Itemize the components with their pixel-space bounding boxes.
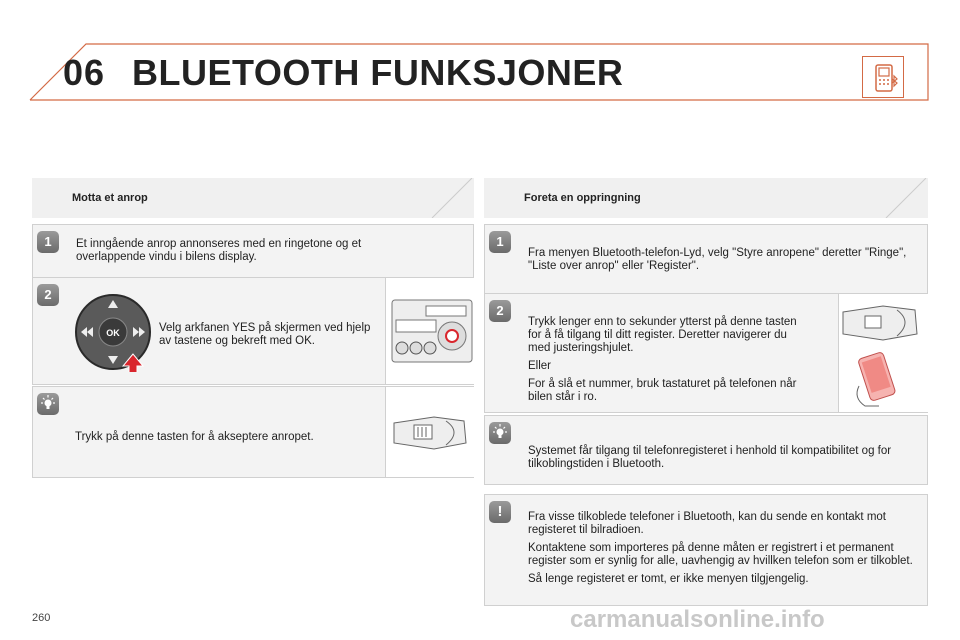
tip-lightbulb-icon [37,393,59,415]
warning-paragraph: Så lenge registeret er tomt, er ikke menyen tilgjengelig. [528,573,809,585]
section-heading: Foreta en oppringning [524,192,641,204]
left-step2-box [32,277,474,385]
chapter-title: BLUETOOTH FUNKSJONER [132,52,624,93]
warning-text [528,511,920,591]
step-number-badge: 1 [489,231,511,253]
section-header-make-call [484,178,928,218]
right-warning-box [484,494,928,606]
warning-icon: ! [489,501,511,523]
step-text [528,316,808,409]
right-step2-box [484,293,928,413]
step-text: Velg arkfanen YES på skjermen ved hjelp av tastene og bekreft med OK. [159,322,371,347]
step-paragraph: Trykk lenger enn to sekunder ytterst på denne tasten for å få tilgang til ditt register. Deretter navigerer du med justeringshjulet. [528,316,797,354]
step-number-badge: 2 [37,284,59,306]
ok-label: OK [106,328,120,338]
step-paragraph: For å slå et nummer, bruk tastaturet på telefonen når bilen står i ro. [528,378,797,403]
section-heading: Motta et anrop [72,192,148,204]
step-text: Et inngående anrop annonseres med en ringetone og et overlappende vindu i bilens display. [76,238,362,263]
radio-image [385,278,474,384]
tip-text: Trykk på denne tasten for å akseptere anropet. [75,431,314,443]
tip-text: Systemet får tilgang til telefonregisteret i henhold til kompatibilitet og for tilkoblingstiden i Bluetooth. [528,445,892,470]
stalk-and-phone-image [838,294,928,412]
left-tip-box [32,386,474,478]
tip-lightbulb-icon [489,422,511,444]
section-header-receive-call [32,178,474,218]
watermark: carmanualsonline.info [570,606,825,633]
step-number-badge: 1 [37,231,59,253]
chapter-number: 06 [63,52,106,93]
steering-stalk-image [385,387,474,477]
bluetooth-phone-icon [862,56,904,98]
step-text: Fra menyen Bluetooth-telefon-Lyd, velg "Styre anropene" deretter "Ringe", "Liste over anrop" eller 'Register". [528,247,907,272]
right-tip-box [484,415,928,485]
header-slash-decoration [878,178,928,218]
header-slash-decoration [424,178,474,218]
right-step1-box [484,224,928,296]
page-number: 260 [32,612,51,624]
warning-paragraph: Fra visse tilkoblede telefoner i Bluetooth, kan du sende en kontakt mot registeret til bilradioen. [528,511,886,536]
left-step1-box [32,224,474,280]
step-number-badge: 2 [489,300,511,322]
step-paragraph: Eller [528,360,552,372]
warning-paragraph: Kontaktene som importeres på denne måten er registrert i et permanent register som er synlig for alle, uavhengig av hvillken telefon som er tilkoblet. [528,542,913,567]
navigation-pad-icon [73,292,153,372]
